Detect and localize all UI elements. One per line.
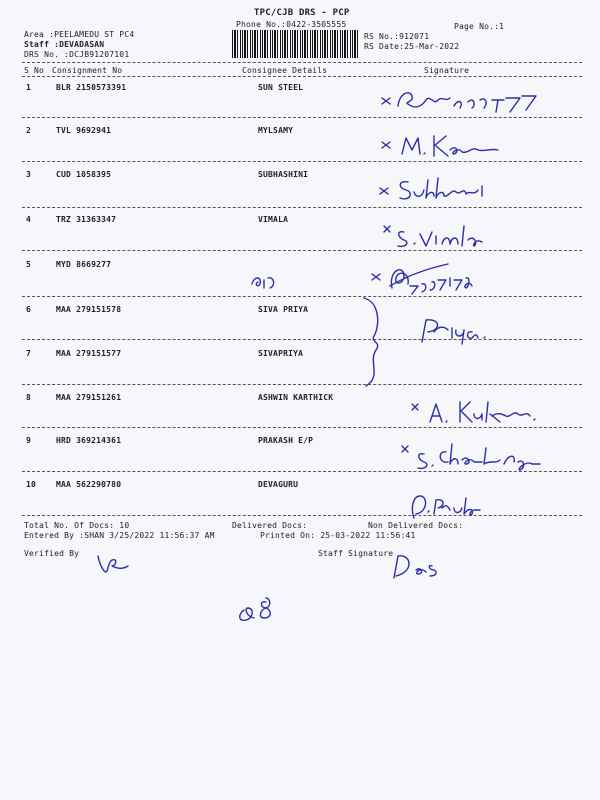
- handwritten-bottom-note: [234, 590, 284, 628]
- column-header-signature: Signature: [424, 66, 470, 75]
- rs-number: RS No.:912071: [364, 32, 430, 41]
- handwritten-signature-row1: [380, 84, 540, 122]
- total-docs: Total No. Of Docs: 10: [24, 521, 130, 530]
- row-sno: 8: [26, 393, 32, 402]
- row-consignee: SIVAPRIYA: [258, 349, 304, 358]
- handwritten-signature-row3: [378, 176, 498, 210]
- handwritten-staff-mark: [388, 552, 448, 586]
- barcode: [232, 30, 360, 58]
- verified-by-label: Verified By: [24, 549, 80, 558]
- row-consignment: MYD 8669277: [56, 260, 112, 269]
- row-divider: [22, 207, 582, 208]
- page-number: Page No.:1: [454, 22, 505, 31]
- divider: [22, 62, 582, 63]
- document-title: TPC/CJB DRS - PCP: [254, 8, 350, 18]
- column-header-consignee: Consignee Details: [242, 66, 328, 75]
- row-sno: 6: [26, 305, 32, 314]
- handwritten-signature-rows6-7: [414, 316, 514, 350]
- row-sno: 7: [26, 349, 32, 358]
- row-sno: 5: [26, 260, 32, 269]
- staff-label: Staff :DEVADASAN: [24, 40, 105, 49]
- entered-by: Entered By :SHAN 3/25/2022 11:56:37 AM: [24, 531, 215, 540]
- handwritten-signature-row9: [400, 440, 560, 478]
- area-label: Area :PEELAMEDU ST PC4: [24, 30, 135, 39]
- row-consignment: HRD 369214361: [56, 436, 122, 445]
- handwritten-signature-row4: [380, 222, 500, 256]
- row-consignment: MAA 279151577: [56, 349, 122, 358]
- row-consignee: DEVAGURU: [258, 480, 299, 489]
- row-consignment: CUD 1058395: [56, 170, 112, 179]
- row-sno: 1: [26, 83, 32, 92]
- printed-on: Printed On: 25-03-2022 11:56:41: [260, 531, 416, 540]
- row-divider: [22, 384, 582, 385]
- column-header-sno: S No: [24, 66, 45, 75]
- handwritten-signature-row5: [370, 260, 490, 302]
- row-sno: 10: [26, 480, 37, 489]
- row-sno: 3: [26, 170, 32, 179]
- handwritten-signature-row10: [408, 492, 488, 524]
- handwritten-brace-rows6-7: [356, 296, 386, 394]
- handwritten-signature-row2: [380, 132, 510, 166]
- staff-signature-label: Staff Signature: [318, 549, 394, 558]
- rs-date: RS Date:25-Mar-2022: [364, 42, 460, 51]
- row-consignment: MAA 279151578: [56, 305, 122, 314]
- row-consignment: BLR 2150573391: [56, 83, 127, 92]
- drs-number: DRS No. :DCJB91207101: [24, 50, 130, 59]
- row-sno: 9: [26, 436, 32, 445]
- phone-number: Phone No.:0422-3505555: [236, 20, 347, 29]
- row-consignee: ASHWIN KARTHICK: [258, 393, 334, 402]
- row-consignee: VIMALA: [258, 215, 289, 224]
- handwritten-note-row5: [250, 272, 280, 296]
- divider: [22, 76, 582, 77]
- row-consignment: MAA 562290780: [56, 480, 122, 489]
- row-consignee: MYLSAMY: [258, 126, 294, 135]
- row-consignee: SIVA PRIYA: [258, 305, 309, 314]
- row-divider: [22, 515, 582, 516]
- row-sno: 2: [26, 126, 32, 135]
- non-delivered-docs: Non Delivered Docs:: [368, 521, 464, 530]
- delivered-docs: Delivered Docs:: [232, 521, 308, 530]
- column-header-consignment: Consignment No: [52, 66, 123, 75]
- handwritten-verified-mark: [94, 550, 134, 580]
- row-consignment: TVL 9692941: [56, 126, 112, 135]
- row-consignee: SUBHASHINI: [258, 170, 309, 179]
- row-consignee: SUN STEEL: [258, 83, 304, 92]
- row-consignment: TRZ 31363347: [56, 215, 117, 224]
- row-consignment: MAA 279151261: [56, 393, 122, 402]
- row-sno: 4: [26, 215, 32, 224]
- row-consignee: PRAKASH E/P: [258, 436, 314, 445]
- handwritten-signature-row8: [410, 398, 550, 432]
- row-divider: [22, 296, 582, 297]
